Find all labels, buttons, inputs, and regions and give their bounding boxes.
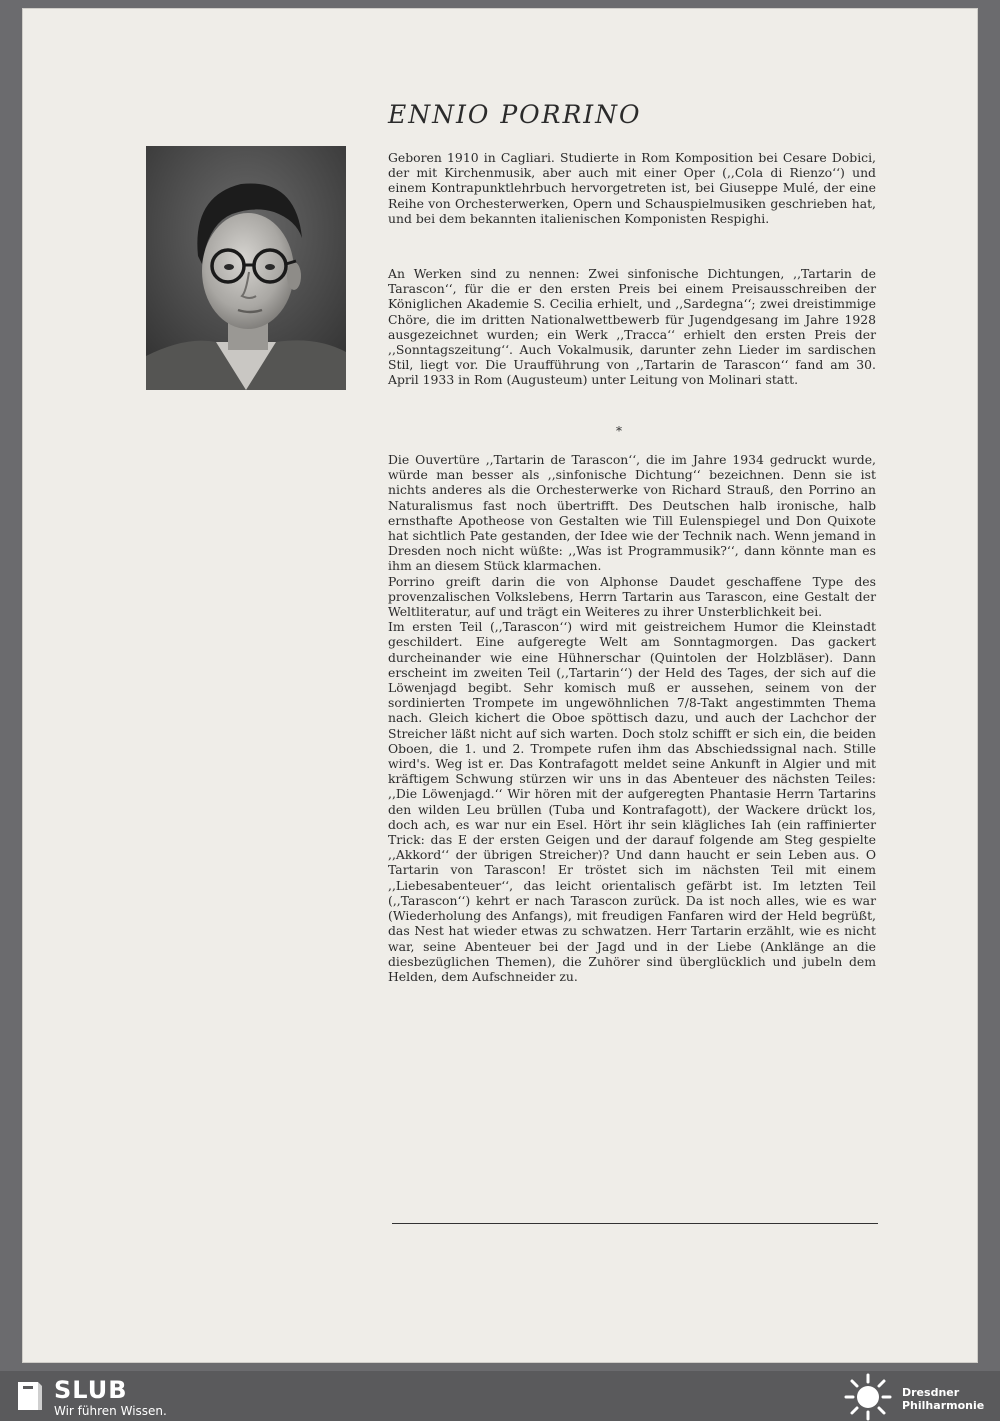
partner-name[interactable]: [902, 1386, 984, 1412]
slub-icon[interactable]: [14, 1380, 44, 1412]
footer-rule: [392, 1223, 878, 1224]
overture-paragraph-1: Die Ouvertüre ,,Tartarin de Tarascon‘‘, die im Jahre 1934 gedruckt wurde, würde man besser als ,,sinfonische Dichtung‘‘ bezeichnen. Denn sie ist nichts anderes als die Orchesterwerke von Richard Strauß, den Porrino an Naturalismus fast noch übertrifft. Des Deutschen halb ironische, halb ernsthafte Apotheose von Gestalten wie Till Eulenspiegel und Don Quixote hat sichtlich Pate gestanden, der Idee wie der Technik nach. Wenn jemand in Dresden noch nicht wüßte: ,,Was ist Programmusik?‘‘, dann könnte man es ihm an diesem Stück klarmachen.: [388, 452, 876, 574]
library-tagline: Wir führen Wissen.: [54, 1404, 167, 1418]
biography-paragraph: Geboren 1910 in Cagliari. Studierte in Rom Komposition bei Cesare Dobici, der mit Kirchenmusik, aber auch mit einer Oper (,,Cola di Rienzo‘‘) und einem Kontrapunktlehrbuch hervorgetreten ist, bei Giuseppe Mulé, der eine Reihe von Orchesterwerken, Opern und Schauspielmusiken geschrieben hat, und bei dem bekannten italienischen Komponisten Respighi.: [388, 150, 876, 226]
section-separator: *: [616, 424, 622, 438]
partner-name-line-2: Philharmonie: [902, 1399, 985, 1412]
portrait-photo: [146, 146, 346, 390]
partner-name-line-1: Dresdner: [902, 1386, 960, 1399]
works-paragraph: An Werken sind zu nennen: Zwei sinfonische Dichtungen, ,,Tartarin de Tarascon‘‘, für die er den ersten Preis bei einem Preisausschreiben der Königlichen Akademie S. Cecilia erhielt, und ,,Sardegna‘‘; zwei dreistimmige Chöre, die im dritten Nationalwettbewerb für Jugendgesang im Jahre 1928 ausgezeichnet wurden; ein Werk ,,Tracca‘‘ erhielt den ersten Preis der ,,Sonntagszeitung‘‘. Auch Vokalmusik, darunter zehn Lieder im sardischen Stil, liegt vor. Die Uraufführung von ,,Tartarin de Tarascon‘‘ fand am 30. April 1933 in Rom (Augusteum) unter Leitung von Molinari statt.: [388, 266, 876, 388]
works-text: [388, 266, 876, 388]
page-title: ENNIO PORRINO: [388, 100, 642, 129]
overture-paragraph-2: Porrino greift darin die von Alphonse Daudet geschaffene Type des provenzalischen Volkslebens, Herrn Tartarin aus Tarascon, eine Gestalt der Weltliteratur, auf und trägt ein Weiteres zu ihrer Unsterblichkeit bei.: [388, 573, 876, 620]
biography-text: [388, 150, 876, 226]
philharmonie-sun-icon[interactable]: [840, 1373, 896, 1421]
library-name[interactable]: SLUB: [54, 1376, 128, 1404]
overture-text: [388, 452, 876, 984]
portrait-image: [146, 146, 346, 390]
overture-paragraph-3: Im ersten Teil (,,Tarascon‘‘) wird mit geistreichem Humor die Kleinstadt geschildert. Eine aufgeregte Welt am Sonntagmorgen. Das gackert durcheinander wie eine Hühnerschar (Quintolen der Holzbläser). Dann erscheint im zweiten Teil (,,Tartarin‘‘) der Held des Tages, der sich auf die Löwenjagd begibt. Sehr komisch muß er aussehen, seinem von der sordinierten Trompete im ungewöhnlichen 7/8-Takt angestimmten Thema nach. Gleich kichert die Oboe spöttisch dazu, und auch der Lachchor der Streicher läßt nicht auf sich warten. Doch stolz schifft er sich ein, die beiden Oboen, die 1. und 2. Trompete rufen ihm das Abschiedssignal nach. Stille wird's. Weg ist er. Das Kontrafagott meldet seine Ankunft in Algier und mit kräftigem Schwung stürzen wir uns in das Abenteuer des nächsten Teiles: ,,Die Löwenjagd.‘‘ Wir hören mit der aufgeregten Phantasie Herrn Tartarins den wilden Leu brüllen (Tuba und Kontrafagott), der Wackere drückt los, doch ach, es war nur ein Esel. Hört ihr sein klägliches Iah (ein raffinierter Trick: das E der ersten Geigen und der darauf folgende am Steg gespielte ,,Akkord‘‘ der übrigen Streicher)? Und dann haucht er sein Leben aus. O Tartarin von Tarascon! Er tröstet sich im nächsten Teil mit einem ,,Liebesabenteuer‘‘, das leicht orientalisch gefärbt ist. Im letzten Teil (,,Tarascon‘‘) kehrt er nach Tarascon zurück. Da ist noch alles, wie es war (Wiederholung des Anfangs), mit freudigen Fanfaren wird der Held begrüßt, das Nest hat wieder etwas zu schwatzen. Herr Tartarin erzählt, wie es nicht war, seine Abenteuer bei der Jagd und in der Liebe (Anklänge an die diesbezüglichen Themen), die Zuhörer sind überglücklich und jubeln dem Helden, dem Aufschneider zu.: [388, 619, 876, 984]
